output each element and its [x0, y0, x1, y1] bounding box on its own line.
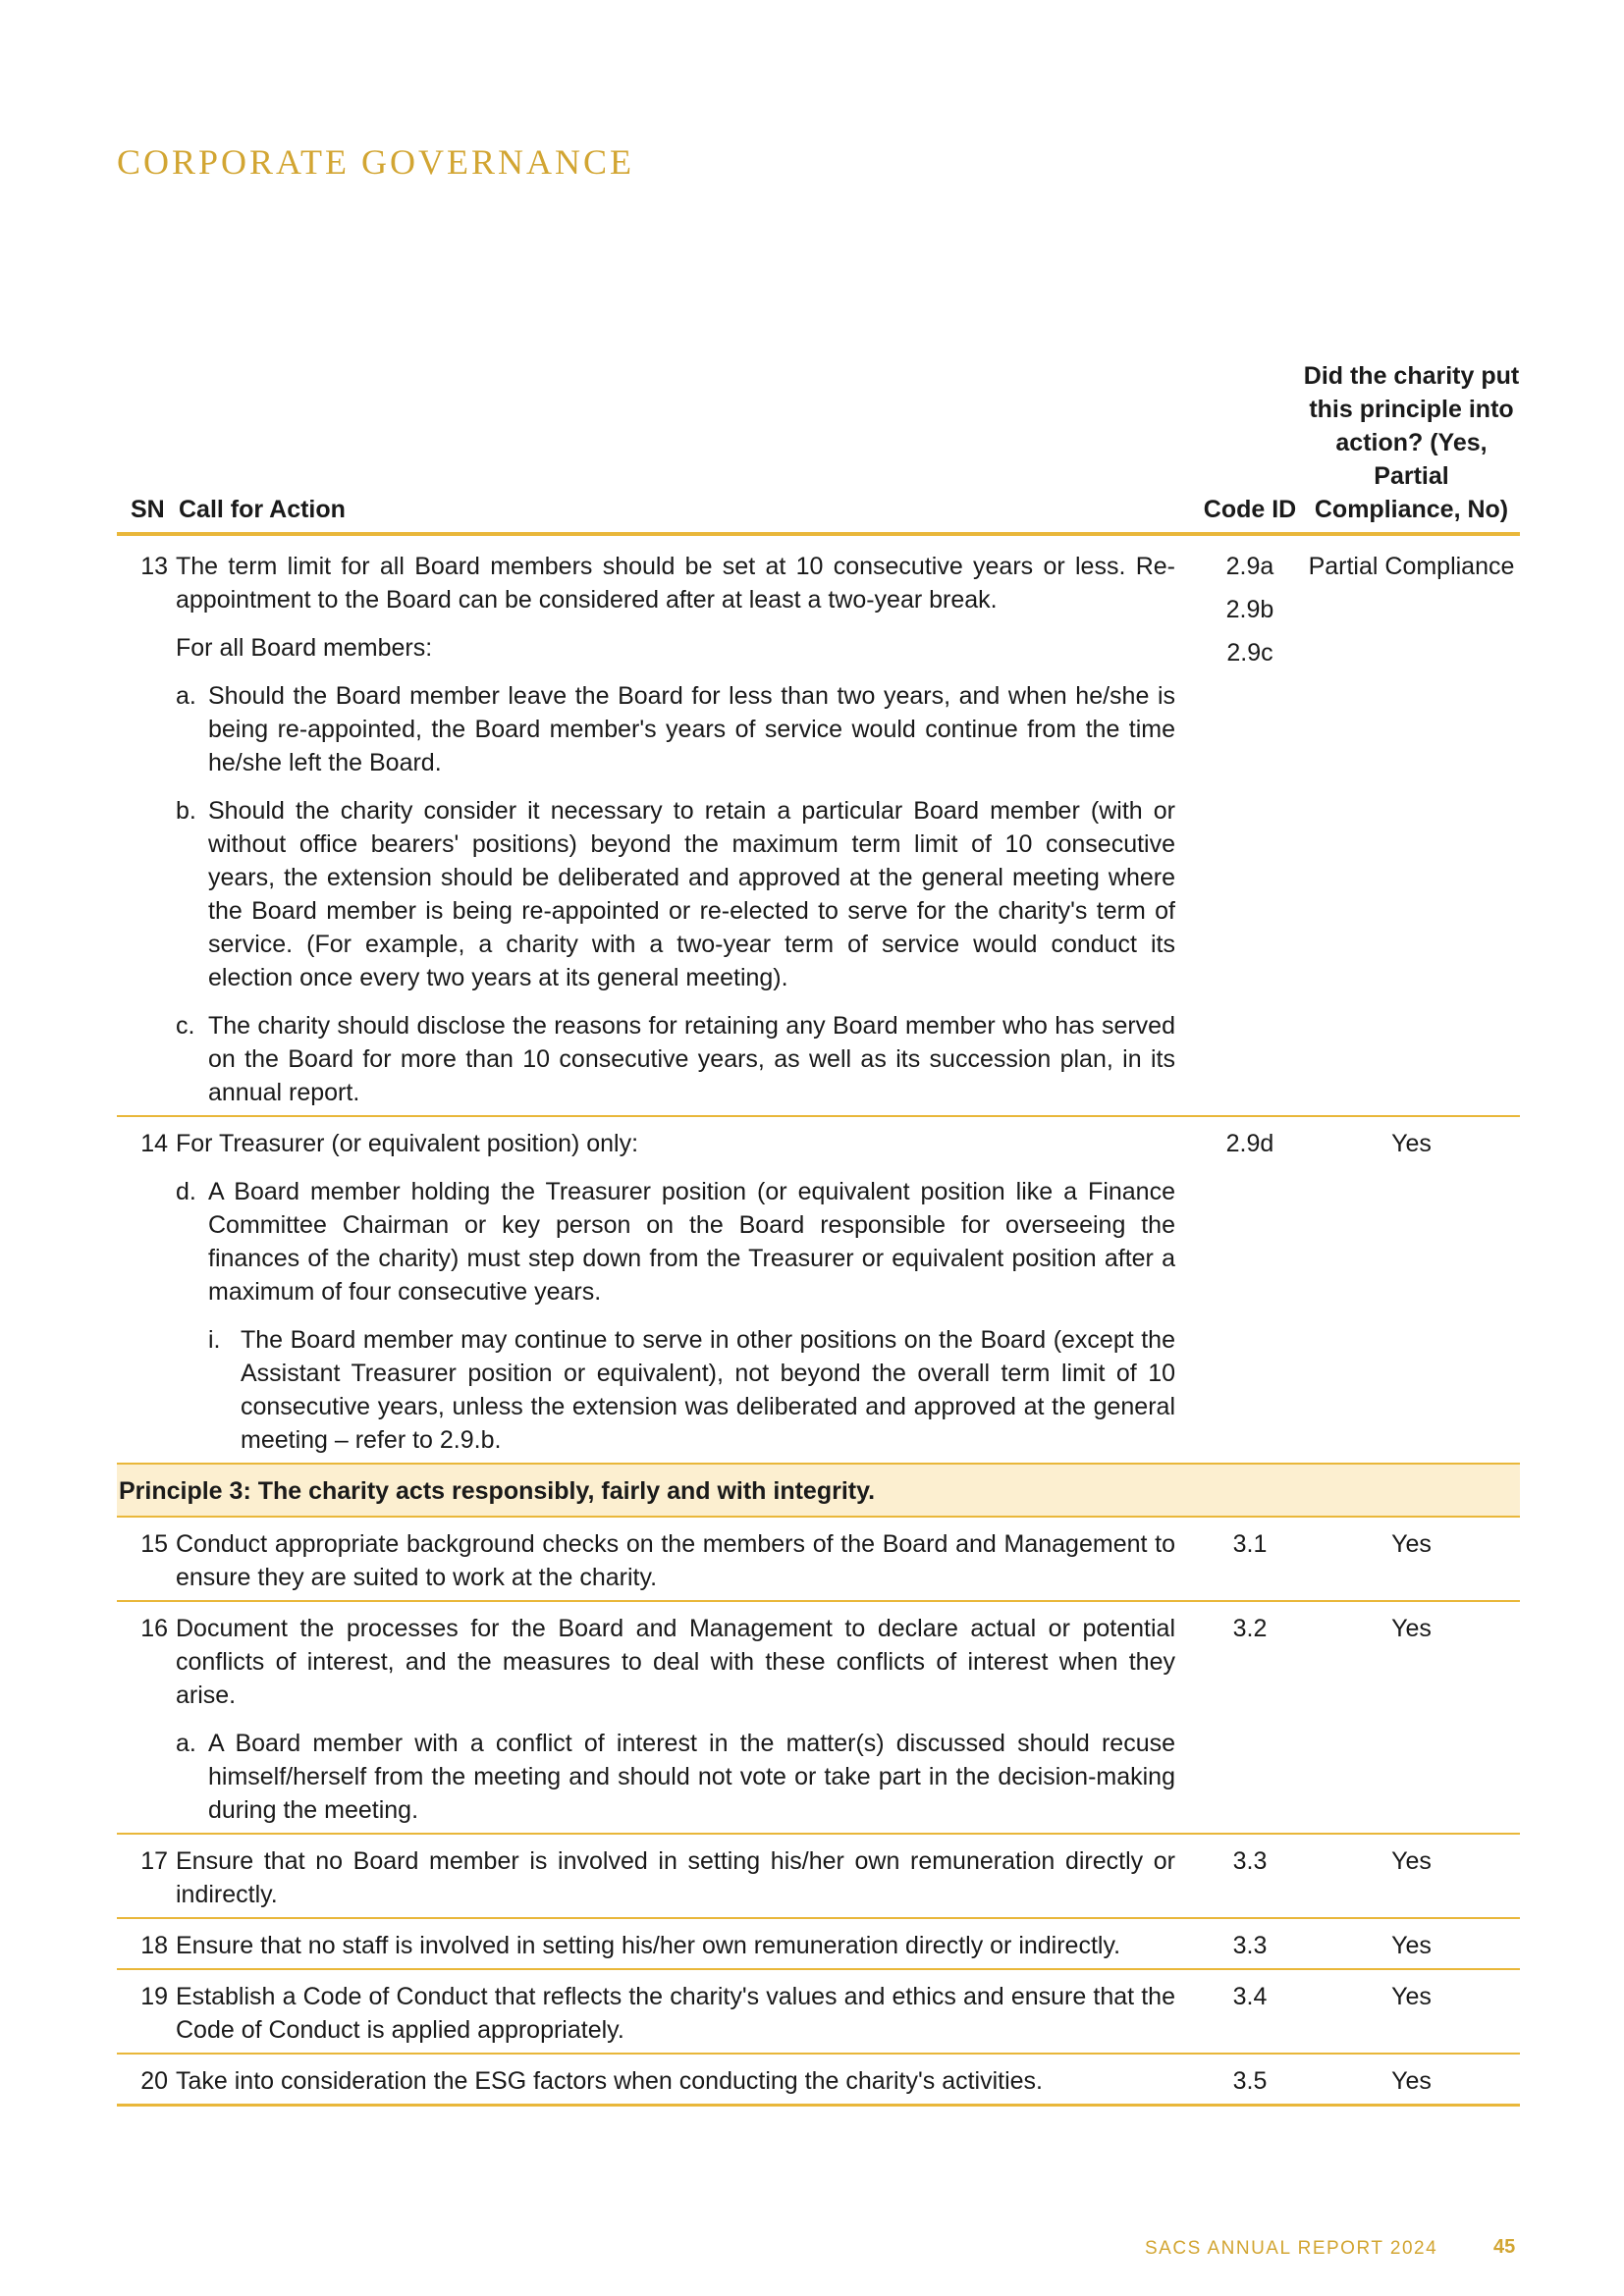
list-marker: a.: [176, 682, 196, 710]
page-number: 45: [1493, 2236, 1516, 2258]
table-row: [117, 1116, 1520, 1464]
row-compliance: Yes: [1303, 2054, 1520, 2106]
action-text: The term limit for all Board members should be set at 10 consecutive years or less. Re-appointment to the Board can be considered after at least a two-year break.: [176, 553, 1175, 614]
list-text: Should the charity consider it necessary to retain a particular Board member (with or without office bearers' positions) beyond the maximum term limit of 10 consecutive years, the extension should be deliberated and approved at the general meeting where the Board member is being re-appointed or re-elected to serve for the charity's term of service. (For example, a charity with a two-year term of service would conduct its election once every two years at its general meeting).: [208, 797, 1175, 991]
header-call-for-action: Call for Action: [176, 359, 1197, 534]
list-marker: c.: [176, 1012, 195, 1040]
table-row: [117, 2054, 1520, 2106]
principle-heading-row: [117, 1464, 1520, 1517]
row-code-id: 3.1: [1197, 1517, 1303, 1601]
list-text: The charity should disclose the reasons for retaining any Board member who has served on the Board for more than 10 consecutive years, as well as its succession plan, in its annual report.: [208, 1012, 1175, 1106]
row-action: Establish a Code of Conduct that reflects the charity's values and ethics and ensure that the Code of Conduct is applied appropriately.: [176, 1969, 1197, 2054]
list-text: The Board member may continue to serve in other positions on the Board (except the Assistant Treasurer position or equivalent), not beyond the overall term limit of 10 consecutive years, unless the extension was deliberated and approved at the general meeting – refer to 2.9.b.: [241, 1326, 1175, 1454]
row-code-id: 3.3: [1197, 1834, 1303, 1918]
row-compliance: Yes: [1303, 1969, 1520, 2054]
row-sn: 18: [117, 1918, 176, 1969]
list-item: [176, 1175, 1175, 1308]
table-row: [117, 1918, 1520, 1969]
list-item: [176, 1323, 1175, 1457]
row-code-id: 2.9d: [1197, 1116, 1303, 1464]
footer-report-label: SACS ANNUAL REPORT 2024: [1145, 2238, 1438, 2259]
row-sn: 17: [117, 1834, 176, 1918]
code-id: 2.9b: [1225, 596, 1274, 623]
row-compliance: Yes: [1303, 1116, 1520, 1464]
row-action: [176, 1601, 1197, 1834]
row-sn: 13: [117, 534, 176, 1116]
principle-heading: Principle 3: The charity acts responsibly, fairly and with integrity.: [117, 1464, 1520, 1517]
row-action: [176, 1116, 1197, 1464]
row-compliance: Yes: [1303, 1834, 1520, 1918]
header-compliance: Did the charity put this principle into action? (Yes, Partial Compliance, No): [1303, 359, 1520, 534]
list-item: [176, 679, 1175, 779]
list-marker: b.: [176, 797, 196, 825]
row-compliance: Yes: [1303, 1601, 1520, 1834]
list-text: A Board member holding the Treasurer position (or equivalent position like a Finance Committee Chairman or key person on the Board responsible for overseeing the finances of the charity) must step down from the Treasurer or equivalent position after a maximum of four consecutive years.: [208, 1178, 1175, 1306]
row-code-id: 3.2: [1197, 1601, 1303, 1834]
list-item: [176, 794, 1175, 994]
row-sn: 14: [117, 1116, 176, 1464]
table-row: [117, 1969, 1520, 2054]
list-marker: a.: [176, 1730, 196, 1757]
row-compliance: Partial Compliance: [1303, 534, 1520, 1116]
row-action: Ensure that no Board member is involved in setting his/her own remuneration directly or indirectly.: [176, 1834, 1197, 1918]
row-sn: 20: [117, 2054, 176, 2106]
section-title: CORPORATE GOVERNANCE: [117, 142, 635, 182]
code-id: 2.9c: [1226, 639, 1273, 667]
list-marker: i.: [208, 1326, 221, 1354]
row-sn: 15: [117, 1517, 176, 1601]
list-marker: d.: [176, 1178, 196, 1205]
table-row: [117, 1517, 1520, 1601]
row-sn: 16: [117, 1601, 176, 1834]
action-subheading: For all Board members:: [176, 634, 433, 662]
row-action: Ensure that no staff is involved in setting his/her own remuneration directly or indirectly.: [176, 1918, 1197, 1969]
governance-table: [117, 359, 1520, 2107]
list-item: [176, 1009, 1175, 1109]
row-action: Take into consideration the ESG factors when conducting the charity's activities.: [176, 2054, 1197, 2106]
action-text: Document the processes for the Board and Management to declare actual or potential conflicts of interest, and the measures to deal with these conflicts of interest when they arise.: [176, 1615, 1175, 1709]
row-code-id: [1197, 534, 1303, 1116]
header-sn: SN: [117, 359, 176, 534]
row-action: Conduct appropriate background checks on the members of the Board and Management to ensure they are suited to work at the charity.: [176, 1517, 1197, 1601]
table-row: [117, 534, 1520, 1116]
table-row: [117, 1601, 1520, 1834]
row-sn: 19: [117, 1969, 176, 2054]
list-text: A Board member with a conflict of interest in the matter(s) discussed should recuse himself/herself from the meeting and should not vote or take part in the decision-making during the meeting.: [208, 1730, 1175, 1824]
list-item: [176, 1727, 1175, 1827]
row-compliance: Yes: [1303, 1918, 1520, 1969]
header-code-id: Code ID: [1197, 359, 1303, 534]
table-row: [117, 1834, 1520, 1918]
row-compliance: Yes: [1303, 1517, 1520, 1601]
code-id: 2.9a: [1225, 553, 1274, 580]
row-code-id: 3.3: [1197, 1918, 1303, 1969]
action-text: For Treasurer (or equivalent position) only:: [176, 1130, 639, 1157]
list-text: Should the Board member leave the Board for less than two years, and when he/she is being re-appointed, the Board member's years of service would continue from the time he/she left the Board.: [208, 682, 1175, 776]
row-code-id: 3.5: [1197, 2054, 1303, 2106]
table-header-row: [117, 359, 1520, 534]
row-code-id: 3.4: [1197, 1969, 1303, 2054]
row-action: [176, 534, 1197, 1116]
